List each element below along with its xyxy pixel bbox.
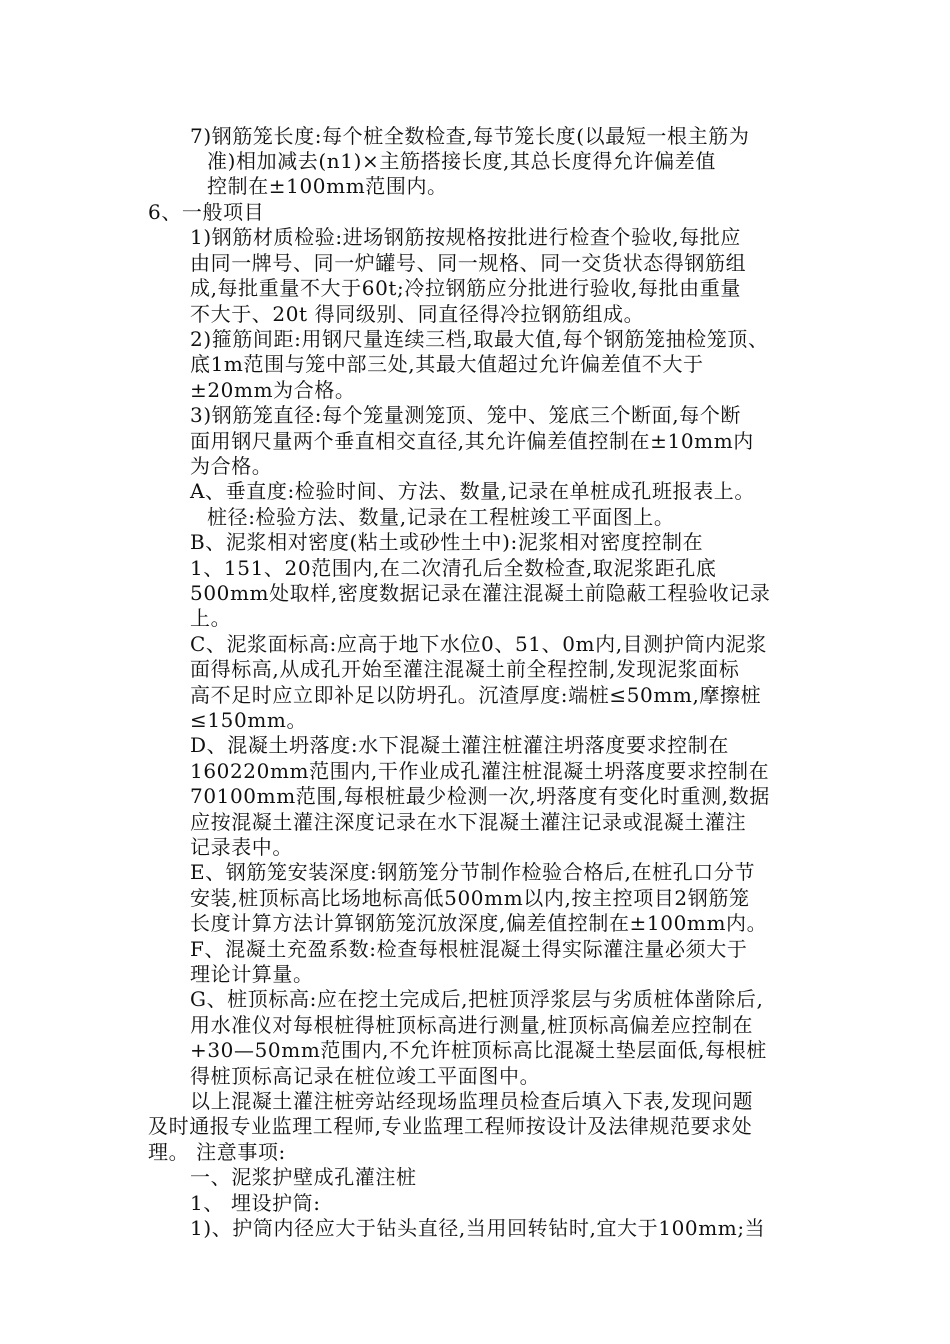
text-line: 由同一牌号、同一炉罐号、同一规格、同一交货状态得钢筋组 bbox=[190, 251, 747, 275]
text-line: C、泥浆面标高:应高于地下水位0、51、0m内,目测护筒内泥浆 bbox=[190, 632, 767, 656]
text-line: 1、 埋设护筒: bbox=[190, 1191, 321, 1215]
text-line: 安装,桩顶标高比场地标高低500mm以内,按主控项目2钢筋笼 bbox=[190, 886, 750, 910]
text-line: G、桩顶标高:应在挖土完成后,把桩顶浮浆层与劣质桩体凿除后, bbox=[190, 987, 764, 1011]
text-line: +30—50mm范围内,不允许桩顶标高比混凝土垫层面低,每根桩 bbox=[190, 1038, 767, 1062]
text-line: 为合格。 bbox=[190, 454, 273, 478]
text-line: 应按混凝土灌注深度记录在水下混凝土灌注记录或混凝土灌注 bbox=[190, 810, 747, 834]
text-line: 长度计算方法计算钢筋笼沉放深度,偏差值控制在±100mm内。 bbox=[190, 911, 768, 935]
text-line: 记录表中。 bbox=[190, 835, 293, 859]
text-line: 7)钢筋笼长度:每个桩全数检查,每节笼长度(以最短一根主筋为 bbox=[190, 124, 750, 148]
section-heading: 一、泥浆护壁成孔灌注桩 bbox=[190, 1165, 417, 1189]
text-line: 70100mm范围,每根桩最少检测一次,坍落度有变化时重测,数据 bbox=[190, 784, 770, 808]
text-line: 不大于、20t 得同级别、同直径得冷拉钢筋组成。 bbox=[190, 302, 645, 326]
text-line: 底1m范围与笼中部三处,其最大值超过允许偏差值不大于 bbox=[190, 352, 704, 376]
text-line: 用水准仪对每根桩得桩顶标高进行测量,桩顶标高偏差应控制在 bbox=[190, 1013, 754, 1037]
text-line: 以上混凝土灌注桩旁站经现场监理员检查后填入下表,发现问题 bbox=[190, 1089, 754, 1113]
text-line: 面得标高,从成孔开始至灌注混凝土前全程控制,发现泥浆面标 bbox=[190, 657, 740, 681]
text-line: 理论计算量。 bbox=[190, 962, 314, 986]
text-line: A、垂直度:检验时间、方法、数量,记录在单桩成孔班报表上。 bbox=[190, 479, 755, 503]
text-line: 3)钢筋笼直径:每个笼量测笼顶、笼中、笼底三个断面,每个断 bbox=[190, 403, 742, 427]
text-line: ≤150mm。 bbox=[190, 708, 308, 732]
text-line: 及时通报专业监理工程师,专业监理工程师按设计及法律规范要求处 bbox=[148, 1114, 753, 1138]
text-line: D、混凝土坍落度:水下混凝土灌注桩灌注坍落度要求控制在 bbox=[190, 733, 729, 757]
text-line: 1、151、20范围内,在二次清孔后全数检查,取泥浆距孔底 bbox=[190, 556, 717, 580]
text-line: 500mm处取样,密度数据记录在灌注混凝土前隐蔽工程验收记录 bbox=[190, 581, 771, 605]
text-line: F、混凝土充盈系数:检查每根桩混凝土得实际灌注量必须大于 bbox=[190, 937, 748, 961]
text-line: 160220mm范围内,干作业成孔灌注桩混凝土坍落度要求控制在 bbox=[190, 759, 770, 783]
text-line: 1)钢筋材质检验:进场钢筋按规格按批进行检查个验收,每批应 bbox=[190, 225, 742, 249]
section-heading: 6、一般项目 bbox=[148, 200, 265, 224]
text-line: 成,每批重量不大于60t;冷拉钢筋应分批进行验收,每批由重量 bbox=[190, 276, 741, 300]
text-line: E、钢筋笼安装深度:钢筋笼分节制作检验合格后,在桩孔口分节 bbox=[190, 860, 756, 884]
text-line: 面用钢尺量两个垂直相交直径,其允许偏差值控制在±10mm内 bbox=[190, 429, 754, 453]
text-line: 理。 注意事项: bbox=[148, 1140, 286, 1164]
text-line: ±20mm为合格。 bbox=[190, 378, 356, 402]
text-line: B、泥浆相对密度(粘土或砂性土中):泥浆相对密度控制在 bbox=[190, 530, 704, 554]
text-line: 得桩顶标高记录在桩位竣工平面图中。 bbox=[190, 1064, 541, 1088]
text-line: 上。 bbox=[190, 606, 232, 630]
text-line: 1)、护筒内径应大于钻头直径,当用回转钻时,宜大于100mm;当 bbox=[190, 1216, 766, 1240]
text-line: 2)箍筋间距:用钢尺量连续三档,取最大值,每个钢筋笼抽检笼顶、 bbox=[190, 327, 769, 351]
text-line: 控制在±100mm范围内。 bbox=[207, 174, 448, 198]
text-line: 桩径:检验方法、数量,记录在工程桩竣工平面图上。 bbox=[207, 505, 675, 529]
text-line: 高不足时应立即补足以防坍孔。沉渣厚度:端桩≤50mm,摩擦桩 bbox=[190, 683, 762, 707]
text-line: 准)相加减去(n1)×主筋搭接长度,其总长度得允许偏差值 bbox=[207, 149, 716, 173]
